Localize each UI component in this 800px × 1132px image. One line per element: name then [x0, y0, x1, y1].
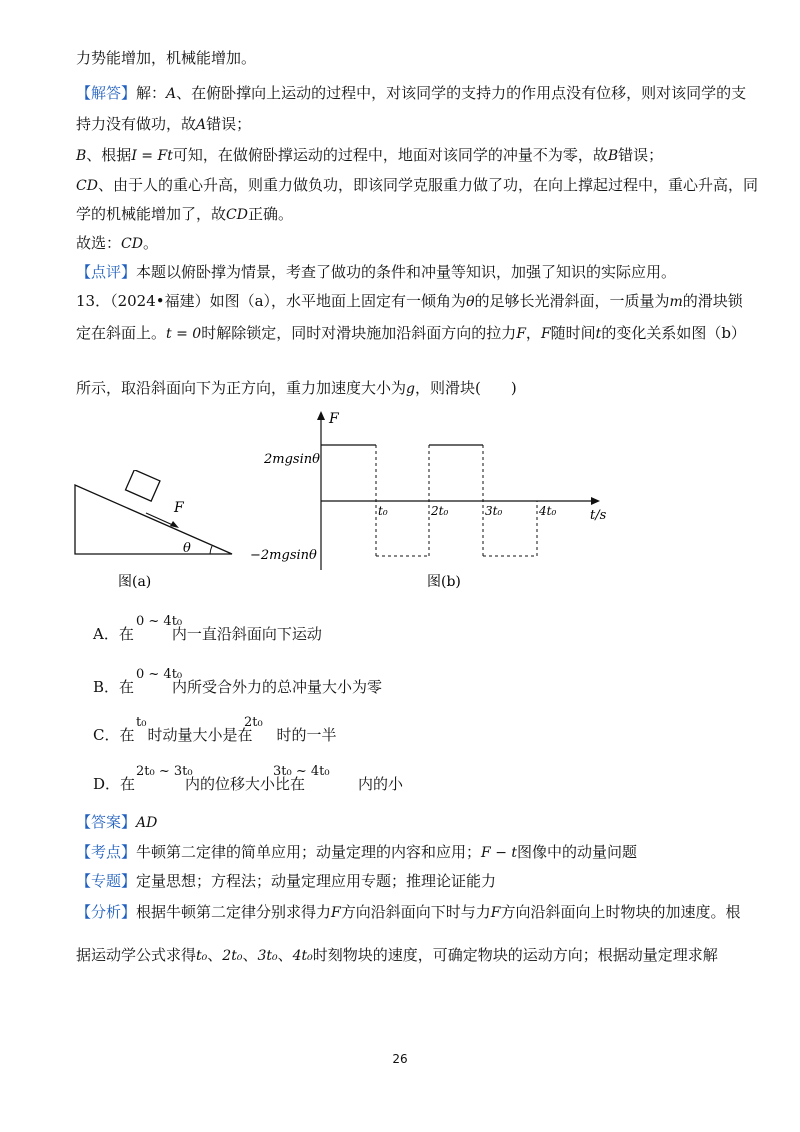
question-line [76, 378, 517, 399]
text: 时解除锁定，同时对滑块施加沿斜面方向的拉力 [201, 324, 517, 342]
text: 错误； [206, 115, 252, 133]
text: 故选： [76, 234, 122, 252]
text: ，则滑块 [414, 379, 475, 397]
option-text: 时的一半 [276, 726, 337, 744]
answer-tag: 【答案】 [76, 813, 137, 831]
text-line [76, 83, 746, 104]
math: A [166, 86, 177, 102]
tick-label: 4t₀ [539, 504, 557, 518]
figure-b-graph [250, 405, 630, 620]
math: t [595, 326, 602, 342]
angle-arc [210, 546, 212, 554]
text-line [76, 175, 758, 196]
comment-tag: 【点评】 [76, 263, 137, 281]
text: 根据牛顿第二定律分别求得力 [136, 903, 332, 921]
math: F [516, 326, 526, 342]
fenxi-line [76, 902, 741, 923]
answer-line [76, 812, 157, 833]
math: B [607, 148, 619, 164]
tick-label: t₀ [378, 504, 388, 518]
text-line [76, 262, 676, 282]
figure-b-caption: 图(b) [427, 574, 461, 590]
upper-value-label: 2mgsinθ [264, 452, 320, 467]
kaodian-line [76, 842, 637, 863]
text: 的变化关系如图（b） [601, 324, 746, 342]
lower-value-label: −2mgsinθ [250, 548, 317, 563]
y-axis-arrow [317, 411, 325, 420]
text: 、在俯卧撑向上运动的过程中，对该同学的支持力的作用点没有位移，则对该同学的支 [176, 84, 747, 102]
option-math: 2t₀ [244, 715, 263, 730]
text: 、 [277, 946, 293, 964]
option-math: 3t₀ ~ 4t₀ [273, 764, 330, 779]
option-text: 内的小 [358, 775, 404, 793]
zhuanti-line [76, 871, 496, 891]
text: 。 [142, 234, 158, 252]
option-text: 时动量大小是在 [147, 726, 253, 744]
option-label: D．在 [93, 775, 136, 793]
math: CD [121, 236, 143, 252]
text: 持力没有做功，故 [76, 115, 197, 133]
math: t = 0 [166, 326, 202, 342]
text: 随时间 [550, 324, 596, 342]
math: CD [76, 178, 98, 194]
math: t₀ [196, 948, 208, 964]
option-label: B．在 [93, 678, 135, 696]
math: A [196, 117, 207, 133]
text: 正确。 [247, 205, 293, 223]
math: θ [466, 294, 475, 310]
force-arrow [146, 513, 175, 526]
text: 定量思想；方程法；动量定理应用专题；推理论证能力 [136, 872, 497, 890]
tick-label: 3t₀ [485, 504, 503, 518]
math: F [331, 905, 341, 921]
tick-label: 2t₀ [431, 504, 449, 518]
force-label: F [174, 500, 184, 516]
figure-a-caption: 图(a) [118, 574, 152, 590]
text: 力势能增加，机械能增加。 [76, 49, 257, 67]
text: 牛顿第二定律的简单应用；动量定理的内容和应用； [136, 843, 482, 861]
text-line [76, 204, 293, 225]
page-number: 26 [392, 1052, 408, 1066]
math: F − t [481, 845, 518, 861]
option-math: t₀ [136, 715, 147, 730]
text: 13．（2024•福建）如图（a），水平地面上固定有一倾角为 [76, 292, 467, 310]
question-line [76, 323, 746, 344]
text: 学的机械能增加了，故 [76, 205, 227, 223]
text: 可知，在做俯卧撑运动的过程中，地面对该同学的冲量不为零，故 [172, 146, 608, 164]
option-math: 0 ~ 4t₀ [136, 614, 183, 629]
option-text: 内的位移大小比在 [185, 775, 306, 793]
text: 、根据 [86, 146, 132, 164]
math: CD [226, 207, 248, 223]
math: m [669, 294, 683, 310]
math: F [540, 326, 551, 342]
text: 方向沿斜面向下时与力 [340, 903, 491, 921]
text-line [76, 145, 663, 166]
zhuanti-tag: 【专题】 [76, 872, 137, 890]
text: 的足够长光滑斜面，一质量为 [474, 292, 670, 310]
figure-a-incline [60, 470, 260, 600]
option-text: 内所受合外力的总冲量大小为零 [172, 678, 383, 696]
math: B [76, 148, 87, 164]
answer-explain-tag: 【解答】 [76, 84, 137, 102]
text: 解： [136, 84, 167, 102]
fenxi-line-2 [76, 945, 718, 966]
text: 定在斜面上。 [76, 324, 167, 342]
math: g [406, 381, 415, 397]
text: 方向沿斜面向上时物块的加速度。根 [500, 903, 741, 921]
math: 3t₀ [257, 948, 278, 964]
question-line [76, 291, 743, 312]
text: 图像中的动量问题 [517, 843, 638, 861]
text: 、由于人的重心升高，则重力做负功，即该同学克服重力做了功，在向上撑起过程中，重心升高，同 [97, 176, 758, 194]
angle-label: θ [183, 541, 191, 556]
option-math: 2t₀ ~ 3t₀ [136, 764, 193, 779]
math: 2t₀ [222, 948, 243, 964]
text-line [76, 48, 256, 68]
text: ， [525, 324, 541, 342]
option-math: 0 ~ 4t₀ [136, 667, 183, 682]
x-axis-label: t/s [590, 508, 607, 523]
slider-block [125, 470, 159, 501]
option-text: 内一直沿斜面向下运动 [171, 625, 322, 643]
answer-value: AD [136, 815, 158, 831]
text: 的滑块锁 [682, 292, 743, 310]
math: I = Ft [131, 148, 173, 164]
option-label: C．在 [93, 726, 135, 744]
math: 4t₀ [292, 948, 313, 964]
text-line [76, 233, 158, 254]
text: 时刻物块的速度，可确定物块的运动方向；根据动量定理求解 [312, 946, 718, 964]
text: 、 [242, 946, 258, 964]
text: 据运动学公式求得 [76, 946, 197, 964]
text: 、 [207, 946, 223, 964]
text: 错误； [618, 146, 664, 164]
option-label: A．在 [93, 625, 134, 643]
kaodian-tag: 【考点】 [76, 843, 137, 861]
answer-blank: ( ) [475, 379, 517, 397]
y-axis-label: F [329, 411, 339, 427]
x-axis-arrow [591, 497, 600, 505]
text-line [76, 114, 251, 135]
text: 所示，取沿斜面向下为正方向，重力加速度大小为 [76, 379, 407, 397]
fenxi-tag: 【分析】 [76, 903, 137, 921]
text: 本题以俯卧撑为情景，考查了做功的条件和冲量等知识，加强了知识的实际应用。 [136, 263, 677, 281]
math: F [490, 905, 501, 921]
